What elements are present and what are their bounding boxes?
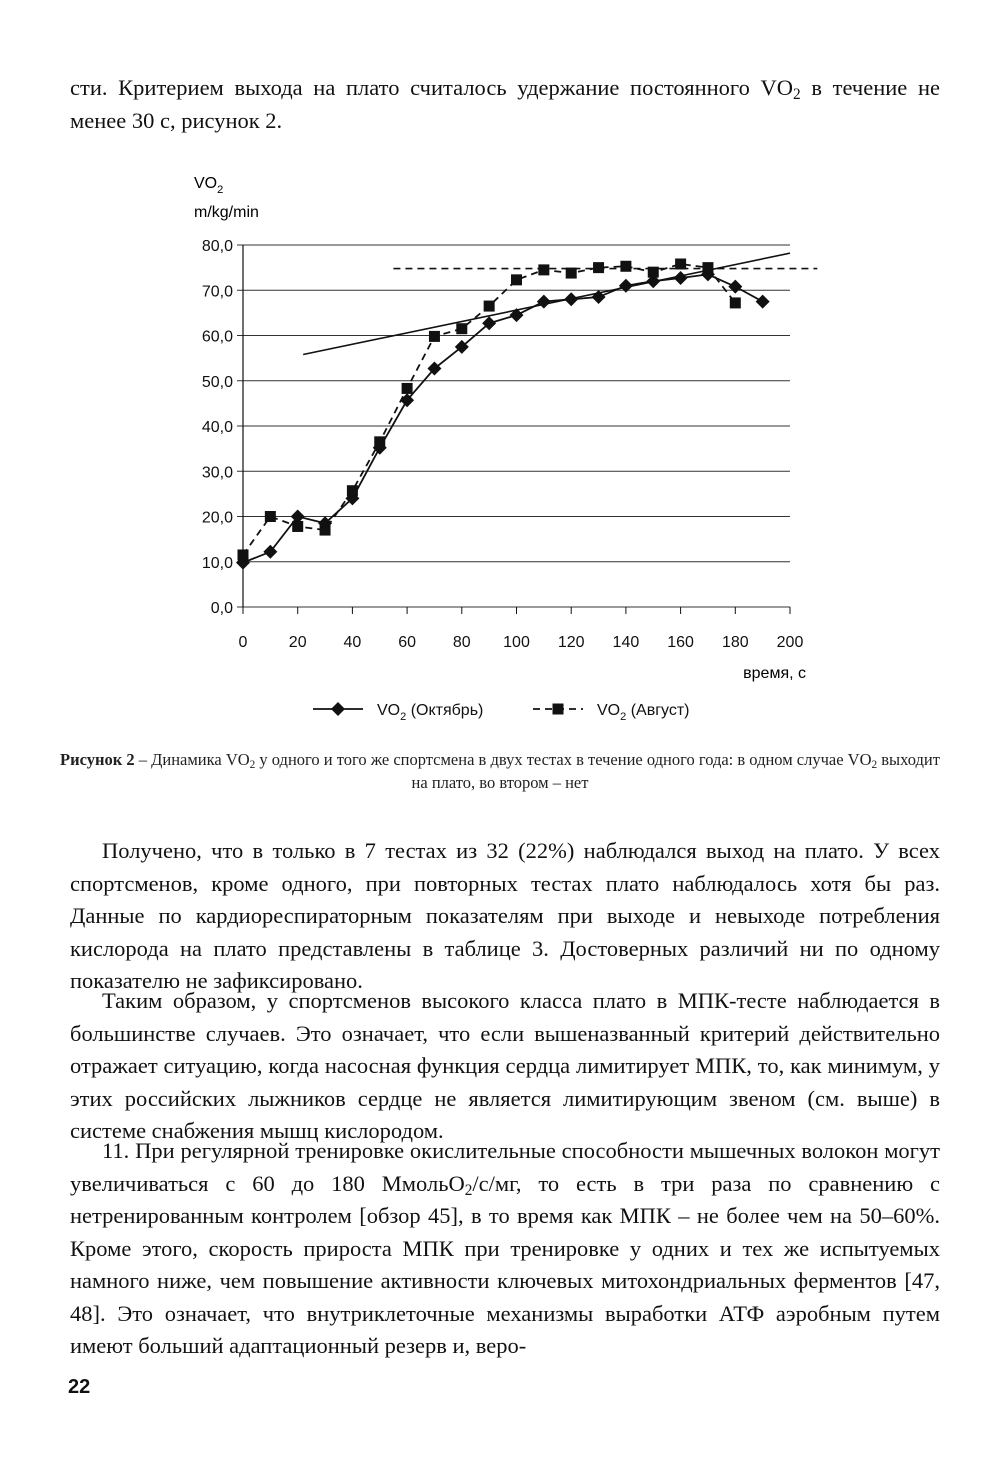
y-tick-label: 20,0: [201, 509, 233, 527]
diamond-marker: [510, 308, 524, 322]
y-axis-label: $VO_2$: [194, 175, 224, 196]
x-tick-label: 140: [612, 634, 640, 651]
intro-subscript: 2: [793, 85, 801, 103]
y-tick-label: 0,0: [210, 600, 233, 617]
x-tick-label: 180: [721, 634, 749, 651]
diamond-marker: [331, 702, 345, 716]
diamond-marker: [537, 295, 551, 309]
caption-dash: –: [134, 750, 152, 769]
square-marker: [238, 549, 249, 560]
y-tick-label: 50,0: [201, 373, 233, 391]
legend-label-1: $VO_2$ (Август): [597, 702, 690, 723]
figure-caption: [60, 748, 940, 794]
y-tick-label: 30,0: [201, 464, 233, 482]
square-marker: [620, 261, 631, 272]
x-tick-label: 160: [667, 634, 694, 651]
square-marker: [648, 267, 659, 278]
caption-text-1: Динамика VO: [151, 750, 250, 769]
intro-text-1: сти. Критерием выхода на плато считалось удержание постоянного VO: [70, 75, 794, 100]
y-tick-label: 70,0: [201, 283, 233, 301]
page-number: 22: [68, 1376, 91, 1398]
x-tick-label: 120: [557, 634, 585, 651]
square-marker: [292, 521, 303, 532]
y-tick-label: 80,0: [201, 238, 233, 255]
intro-paragraph: [70, 72, 940, 137]
x-tick-label: 80: [452, 634, 471, 651]
diamond-marker: [728, 280, 742, 294]
x-axis-label: время, с: [743, 665, 806, 682]
legend-label-0: $VO_2$ (Октябрь): [377, 702, 484, 723]
square-marker: [730, 297, 741, 308]
square-marker: [593, 262, 604, 273]
caption-text-2: у одного и того же спортсмена в двух тестах в течение одного года: в одном случае VO: [255, 750, 872, 769]
vo2-chart: [0, 160, 1000, 730]
body-paragraph-2: Таким образом, у спортсменов высокого класса плато в МПК-тесте наблюдается в большинстве случаев. Это означает, что если вышеназванный критерий действительно отражает ситуацию, когда насосная функция сердца лимитирует МПК, то, как минимум, у этих российских лыжников сердце не является лимитирующим звеном (см. выше) в системе снабжения мышц кислородом.: [70, 988, 940, 1143]
x-tick-label: 40: [343, 634, 362, 651]
caption-text-3: выходит на плато, во втором – нет: [411, 750, 940, 792]
square-marker: [566, 268, 577, 279]
series-line-0: [243, 274, 763, 562]
x-tick-label: 60: [398, 634, 416, 651]
diamond-marker: [674, 271, 688, 285]
square-marker: [320, 525, 331, 536]
x-tick-label: 100: [503, 634, 530, 651]
y-tick-label: 60,0: [201, 328, 233, 346]
diamond-marker: [564, 292, 578, 306]
square-marker: [675, 259, 686, 270]
body-paragraph-3: [70, 1135, 940, 1363]
square-marker: [402, 383, 413, 394]
caption-label: Рисунок 2: [60, 750, 135, 769]
x-tick-label: 0: [238, 634, 248, 651]
p3-text-2: /с/мг, то есть в три раза по сравнению с нетренированным контролем [обзор 45], в то время как МПК – не более чем на 50–60%. Кроме этого, скорость прироста МПК при тренировке у одних и тех же испытуемых намного ниже, чем повышение активности ключевых митохондриальных ферментов [47, 48]. Это означает, что внутриклеточные механизмы выработки АТФ аэробным путем имеют больший адаптационный резерв и, веро-: [70, 1170, 941, 1358]
square-marker: [429, 331, 440, 342]
p3-subscript: 2: [464, 1181, 473, 1199]
p3-text-1: 11. При регулярной тренировке окислительные способности мышечных волокон могут увеличиваться с 60 до 180 МмольO: [70, 1138, 940, 1196]
x-tick-label: 20: [288, 634, 307, 651]
square-marker: [374, 436, 385, 447]
x-tick-label: 200: [776, 634, 804, 651]
square-marker: [702, 262, 713, 273]
square-marker: [511, 274, 522, 285]
square-marker: [347, 485, 358, 496]
caption-sub-2: 2: [871, 758, 878, 771]
diamond-marker: [756, 295, 770, 309]
square-marker: [538, 264, 549, 275]
intro-text-2: в течение не менее 30 с, рисунок 2.: [70, 75, 940, 133]
square-marker: [484, 301, 495, 312]
square-marker: [265, 511, 276, 522]
y-axis-unit: m/kg/min: [194, 204, 259, 221]
body-paragraph-1: Получено, что в только в 7 тестах из 32 (22%) наблюдался выход на плато. У всех спортсменов, кроме одного, при повторных тестах плато наблюдалось хотя бы раз. Данные по кардиореспираторным показателям при выходе и невыходе потребления кислорода на плато представлены в таблице 3. Достоверных различий ни по одному показателю не зафиксировано.: [70, 838, 940, 993]
square-marker: [456, 323, 467, 334]
square-marker: [553, 704, 564, 715]
y-tick-label: 10,0: [201, 554, 233, 572]
caption-sub-1: 2: [249, 758, 256, 771]
y-tick-label: 40,0: [201, 419, 233, 436]
